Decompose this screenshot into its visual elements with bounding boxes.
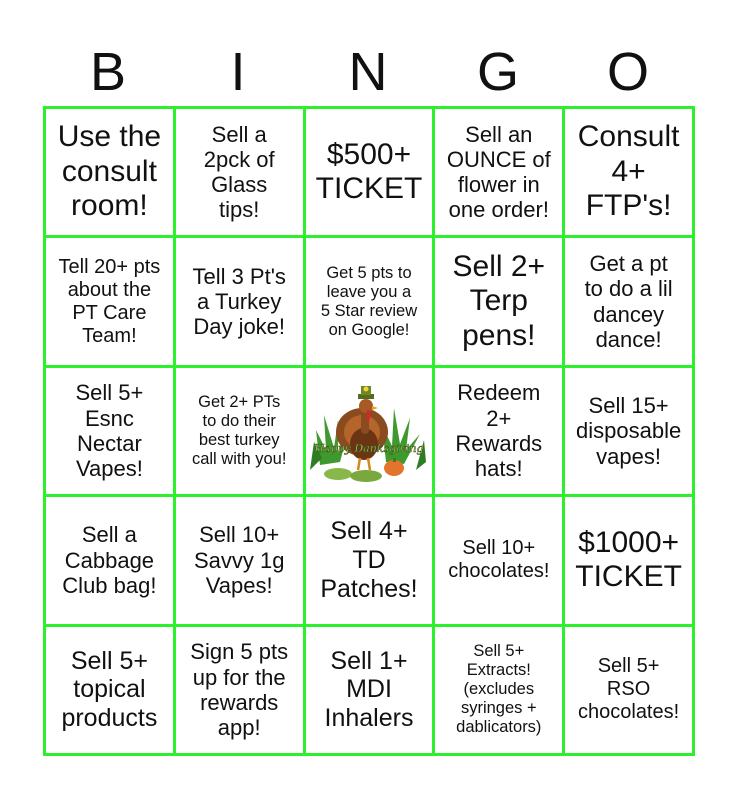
cell-text: Sign 5 pts up for the rewards app! <box>190 639 289 741</box>
cell-text: Sell a 2pck of Glass tips! <box>203 121 275 223</box>
bingo-cell[interactable] <box>46 238 173 364</box>
cell-text: Sell a Cabbage Club bag! <box>62 522 157 599</box>
header-letter-n: N <box>348 42 388 102</box>
cell-text: Sell 5+ Extracts! (excludes syringes + dablicators) <box>456 642 542 737</box>
bingo-cell[interactable] <box>565 497 692 623</box>
bingo-cell[interactable] <box>176 238 303 364</box>
cell-text: Tell 20+ pts about the PT Care Team! <box>58 255 161 347</box>
header-letter-i: I <box>230 42 246 102</box>
bingo-cell[interactable] <box>435 109 562 235</box>
bingo-cell[interactable] <box>306 627 433 753</box>
header-letter-o: O <box>606 42 649 102</box>
bingo-cell[interactable] <box>435 497 562 623</box>
bingo-cell[interactable] <box>565 109 692 235</box>
cell-text: $1000+ TICKET <box>575 525 682 594</box>
bingo-cell[interactable] <box>565 238 692 364</box>
header-letter-b: B <box>89 42 127 102</box>
bingo-cell[interactable] <box>176 109 303 235</box>
bingo-cell[interactable] <box>46 627 173 753</box>
cell-text: $500+ TICKET <box>315 137 423 206</box>
bingo-cell[interactable] <box>176 368 303 494</box>
cell-text: Sell 5+ RSO chocolates! <box>578 655 680 724</box>
cell-text: Get 2+ PTs to do their best turkey call with you! <box>191 393 287 468</box>
cell-text: Tell 3 Pt's a Turkey Day joke! <box>192 263 286 340</box>
cell-text: Get a pt to do a lil dancey dance! <box>584 251 673 352</box>
bingo-cell[interactable] <box>176 497 303 623</box>
bingo-cell[interactable] <box>306 497 433 623</box>
bingo-cell[interactable] <box>176 627 303 753</box>
cell-text: Sell 15+ disposable vapes! <box>576 393 682 469</box>
turkey-illustration-icon <box>308 370 430 492</box>
cell-text: Sell 5+ Esnc Nectar Vapes! <box>75 380 144 482</box>
cell-text: Use the consult room! <box>57 120 162 223</box>
bingo-cell[interactable] <box>46 497 173 623</box>
bingo-cell[interactable] <box>46 109 173 235</box>
cell-text: Sell 10+ chocolates! <box>448 537 550 583</box>
cell-text: Sell 5+ topical products <box>61 646 158 733</box>
bingo-cell[interactable] <box>435 368 562 494</box>
bingo-board <box>43 106 695 756</box>
cell-text: Sell an OUNCE of flower in one order! <box>446 121 551 223</box>
cell-text: Consult 4+ FTP's! <box>577 120 680 223</box>
header-letter-g: G <box>476 42 519 102</box>
free-space-caption: Happy Danksgiving <box>314 441 424 455</box>
cell-text: Redeem 2+ Rewards hats! <box>455 380 543 482</box>
cell-text: Sell 1+ MDI Inhalers <box>324 646 414 733</box>
cell-text: Sell 10+ Savvy 1g Vapes! <box>193 522 285 599</box>
bingo-cell[interactable] <box>306 238 433 364</box>
bingo-cell[interactable] <box>565 368 692 494</box>
bingo-cell[interactable] <box>435 627 562 753</box>
cell-text: Get 5 pts to leave you a 5 Star review on Google! <box>320 263 418 339</box>
cell-text: Sell 2+ Terp pens! <box>452 249 546 352</box>
bingo-header <box>43 40 693 104</box>
bingo-cell[interactable] <box>306 109 433 235</box>
free-space-cell[interactable] <box>306 368 433 494</box>
bingo-cell[interactable] <box>46 368 173 494</box>
bingo-cell[interactable] <box>565 627 692 753</box>
cell-text: Sell 4+ TD Patches! <box>320 517 418 603</box>
bingo-cell[interactable] <box>435 238 562 364</box>
